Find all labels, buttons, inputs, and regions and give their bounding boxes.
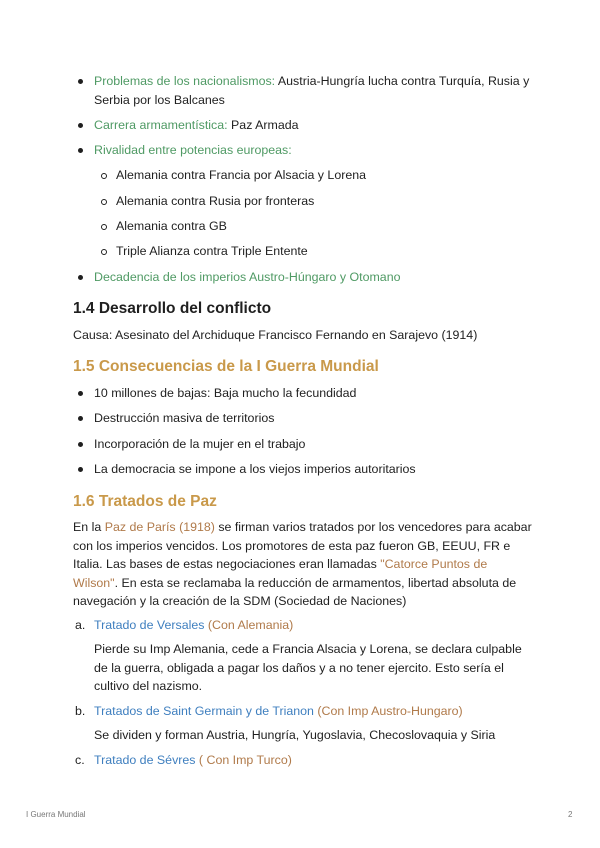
- treaty-name: Tratados de Saint Germain y de Trianon: [94, 704, 314, 718]
- treaty-item: [75, 616, 534, 635]
- list-item: [94, 460, 534, 479]
- cause-label: Carrera armamentística:: [94, 118, 228, 132]
- treaties-intro: [73, 518, 533, 611]
- list-marker: b.: [75, 704, 86, 718]
- footer-title: I Guerra Mundial: [26, 810, 86, 819]
- list-marker: a.: [75, 618, 86, 632]
- sub-list-item: [116, 217, 536, 236]
- list-item: [94, 435, 534, 454]
- cause-paragraph: Causa: Asesinato del Archiduque Francisco Fernando en Sarajevo (1914): [73, 328, 478, 342]
- rivalry-text: Alemania contra GB: [116, 219, 227, 233]
- list-item: [94, 141, 534, 160]
- bullet-icon: [78, 79, 83, 84]
- list-item: [94, 116, 534, 135]
- circle-bullet-icon: [101, 173, 107, 179]
- consequence-text: La democracia se impone a los viejos imperios autoritarios: [94, 462, 416, 476]
- paz-de-paris-link: Paz de París (1918): [104, 520, 215, 534]
- consequence-text: Incorporación de la mujer en el trabajo: [94, 437, 306, 451]
- intro-text: . En esta se reclamaba la reducción de armamentos, libertad absoluta de navegación y la creación de la SDM (Sociedad de Naciones): [73, 575, 517, 608]
- page-number: 2: [568, 810, 573, 819]
- bullet-icon: [78, 467, 83, 472]
- treaty-name: Tratado de Sévres: [94, 753, 196, 767]
- bullet-icon: [78, 123, 83, 128]
- consequence-text: 10 millones de bajas: Baja mucho la fecundidad: [94, 386, 357, 400]
- cause-label: Problemas de los nacionalismos:: [94, 74, 276, 88]
- bullet-icon: [78, 442, 83, 447]
- treaty-note: (Con Imp Austro-Hungaro): [313, 704, 463, 718]
- circle-bullet-icon: [101, 249, 107, 255]
- bullet-icon: [78, 391, 83, 396]
- circle-bullet-icon: [101, 224, 107, 230]
- sub-list-item: [116, 166, 536, 185]
- section-heading-1-4: 1.4 Desarrollo del conflicto: [73, 300, 272, 317]
- list-item: [94, 268, 534, 287]
- wilson-points-quote: "Catorce Puntos de Wilson": [73, 557, 488, 590]
- treaty-note: (Con Alemania): [204, 618, 294, 632]
- treaty-item: [75, 702, 534, 721]
- decadence-label: Decadencia de los imperios Austro-Húngaro y Otomano: [94, 270, 401, 284]
- section-heading-1-5: 1.5 Consecuencias de la I Guerra Mundial: [73, 358, 379, 375]
- treaty-item: [75, 751, 534, 770]
- intro-text: En la: [73, 520, 105, 534]
- consequence-text: Destrucción masiva de territorios: [94, 411, 275, 425]
- sub-list-item: [116, 192, 536, 211]
- bullet-icon: [78, 416, 83, 421]
- list-item: [94, 409, 534, 428]
- treaty-note: ( Con Imp Turco): [195, 753, 292, 767]
- cause-text: Austria-Hungría lucha contra Turquía, Rusia y Serbia por los Balcanes: [94, 74, 530, 107]
- rivalry-text: Alemania contra Rusia por fronteras: [116, 194, 315, 208]
- bullet-icon: [78, 275, 83, 280]
- list-item: [94, 72, 534, 109]
- intro-text: se firman varios tratados por los vencedores para acabar con los imperios vencidos. Los promotores de esta paz fueron GB, EEUU, FR e Italia. Las bases de estas negociaciones eran llamadas: [73, 520, 532, 571]
- treaty-description: Pierde su Imp Alemania, cede a Francia Alsacia y Lorena, se declara culpable de la guerra, obligada a pagar los daños y a no tener ejercito. Esto sería el cultivo del nazismo.: [94, 642, 522, 693]
- list-item: [94, 384, 534, 403]
- rivalry-text: Alemania contra Francia por Alsacia y Lorena: [116, 168, 367, 182]
- cause-label: Rivalidad entre potencias europeas:: [94, 143, 292, 157]
- sub-list-item: [116, 242, 536, 261]
- treaty-description: Se dividen y forman Austria, Hungría, Yugoslavia, Checoslovaquia y Siria: [94, 728, 496, 742]
- bullet-icon: [78, 148, 83, 153]
- treaty-name: Tratado de Versales: [94, 618, 205, 632]
- circle-bullet-icon: [101, 199, 107, 205]
- rivalry-text: Triple Alianza contra Triple Entente: [116, 244, 308, 258]
- list-marker: c.: [75, 753, 85, 767]
- section-heading-1-6: 1.6 Tratados de Paz: [73, 493, 217, 510]
- cause-text: Paz Armada: [227, 118, 299, 132]
